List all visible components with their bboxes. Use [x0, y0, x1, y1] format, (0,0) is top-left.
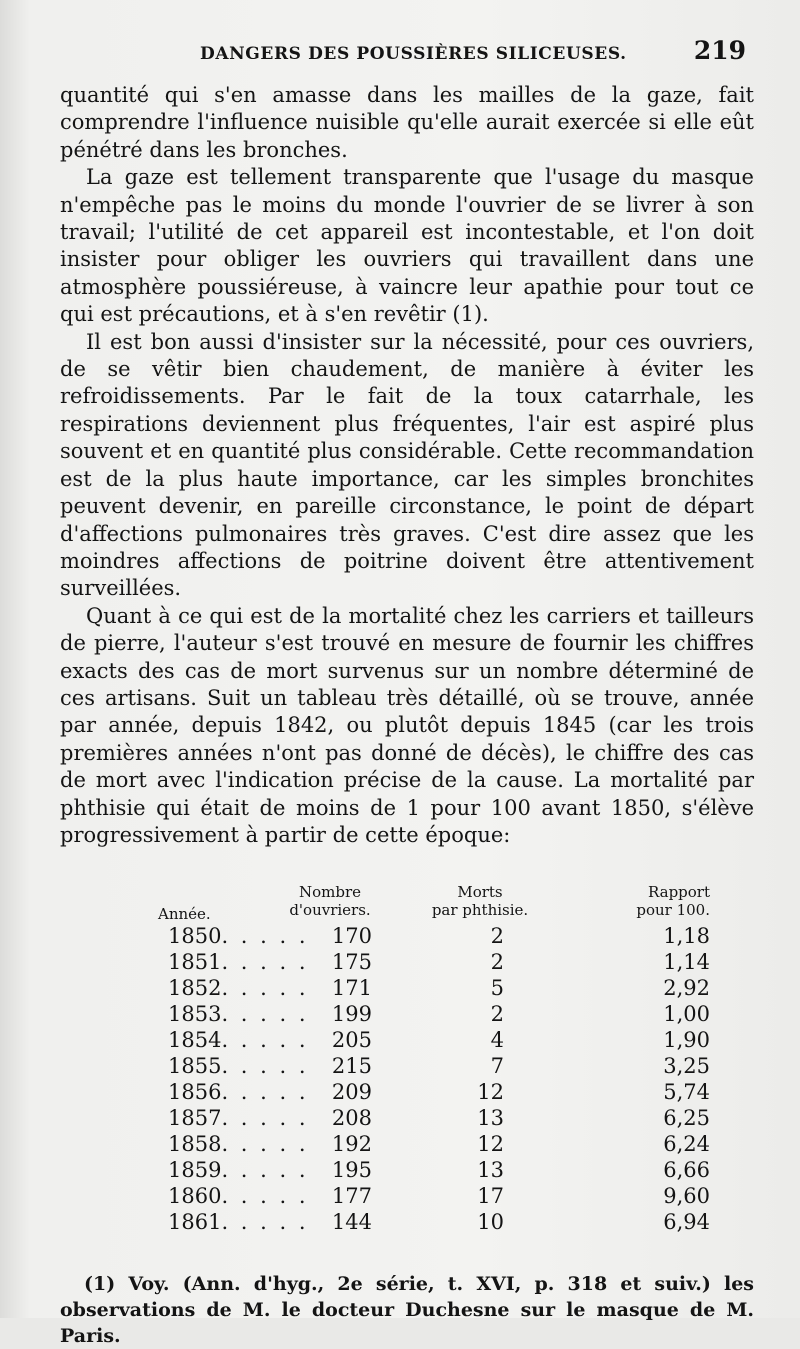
table-row [80, 1183, 720, 1209]
header-deaths: Morts par phthisie. [431, 883, 529, 920]
table-row [80, 975, 720, 1001]
year-cell: 1859. . . . . [168, 1158, 309, 1183]
dot-leader: . . . . . [221, 1106, 309, 1131]
deaths-cell: 13 [477, 1158, 504, 1183]
workers-cell: 209 [331, 1080, 372, 1105]
table-row [80, 1053, 720, 1079]
header-ratio: Rapport pour 100. [636, 883, 710, 920]
year-cell: 1861. . . . . [168, 1210, 309, 1235]
workers-cell: 144 [331, 1210, 372, 1235]
ratio-cell: 6,94 [663, 1210, 710, 1235]
deaths-cell: 4 [490, 1028, 504, 1053]
year-cell: 1853. . . . . [168, 1002, 309, 1027]
table-header [80, 883, 720, 923]
table-row [80, 1131, 720, 1157]
page-number: 219 [693, 36, 746, 65]
deaths-cell: 13 [477, 1106, 504, 1131]
dot-leader: . . . . . [221, 1002, 309, 1027]
deaths-cell: 5 [490, 976, 504, 1001]
ratio-cell: 5,74 [663, 1080, 710, 1105]
paragraph-gauze: La gaze est tellement transparente que l'usage du masque n'empêche pas le moins du monde l'ouvrier de se livrer à son travail; l'utilité de cet appareil est incontestable, et l'on doit insister pour obliger les ouvriers qui travaillent dans une atmosphère poussiéreuse, à vaincre leur apathie pour tout ce qui est précautions, et à s'en revêtir (1). [60, 165, 754, 327]
year-cell: 1855. . . . . [168, 1054, 309, 1079]
year-cell: 1854. . . . . [168, 1028, 309, 1053]
workers-cell: 175 [331, 950, 372, 975]
ratio-cell: 1,90 [663, 1028, 710, 1053]
ratio-cell: 6,24 [663, 1132, 710, 1157]
table-row [80, 1027, 720, 1053]
workers-cell: 170 [331, 924, 372, 949]
footnote: (1) Voy. (Ann. d'hyg., 2e série, t. XVI, p. 318 et suiv.) les observations de M. le docteur Duchesne sur le masque de M. Paris. [60, 1273, 754, 1348]
year-cell: 1850. . . . . [168, 924, 309, 949]
workers-cell: 215 [331, 1054, 372, 1079]
year-cell: 1856. . . . . [168, 1080, 309, 1105]
table-row [80, 1157, 720, 1183]
body-text [60, 82, 754, 849]
paragraph-mortality: Quant à ce qui est de la mortalité chez les carriers et tailleurs de pierre, l'auteur s'est trouvé en mesure de fournir les chiffres exacts des cas de mort survenus sur un nombre déterminé de ces artisans. Suit un tableau très détaillé, où se trouve, année par année, depuis 1842, ou plutôt depuis 1845 (car les trois premières années n'ont pas donné de décès), le chiffre des cas de mort avec l'indication précise de la cause. La mortalité par phthisie qui était de moins de 1 pour 100 avant 1850, s'élève progressivement à partir de cette époque: [60, 603, 754, 847]
ratio-cell: 9,60 [663, 1184, 710, 1209]
dot-leader: . . . . . [221, 1184, 309, 1209]
ratio-cell: 6,66 [663, 1158, 710, 1183]
ratio-cell: 1,14 [663, 950, 710, 975]
deaths-cell: 2 [490, 924, 504, 949]
ratio-cell: 3,25 [663, 1054, 710, 1079]
workers-cell: 177 [331, 1184, 372, 1209]
header-workers: Nombre d'ouvriers. [289, 883, 371, 920]
dot-leader: . . . . . [221, 1132, 309, 1157]
workers-cell: 208 [331, 1106, 372, 1131]
year-cell: 1851. . . . . [168, 950, 309, 975]
year-cell: 1860. . . . . [168, 1184, 309, 1209]
dot-leader: . . . . . [221, 950, 309, 975]
table-row [80, 1001, 720, 1027]
ratio-cell: 1,00 [663, 1002, 710, 1027]
running-title: DANGERS DES POUSSIÈRES SILICEUSES. [200, 44, 627, 64]
deaths-cell: 7 [490, 1054, 504, 1079]
ratio-cell: 2,92 [663, 976, 710, 1001]
dot-leader: . . . . . [221, 1054, 309, 1079]
deaths-cell: 12 [477, 1080, 504, 1105]
ratio-cell: 6,25 [663, 1106, 710, 1131]
deaths-cell: 2 [490, 1002, 504, 1027]
table-row [80, 923, 720, 949]
dot-leader: . . . . . [221, 1028, 309, 1053]
workers-cell: 205 [331, 1028, 372, 1053]
workers-cell: 171 [331, 976, 372, 1001]
deaths-cell: 12 [477, 1132, 504, 1157]
dot-leader: . . . . . [221, 1158, 309, 1183]
mortality-table [80, 883, 720, 1235]
dot-leader: . . . . . [221, 1210, 309, 1235]
table-row [80, 949, 720, 975]
running-head [60, 34, 754, 78]
workers-cell: 192 [331, 1132, 372, 1157]
table-row [80, 1105, 720, 1131]
header-year: Année. [158, 905, 211, 924]
table-body [80, 923, 720, 1235]
year-cell: 1858. . . . . [168, 1132, 309, 1157]
deaths-cell: 2 [490, 950, 504, 975]
paragraph-clothing: Il est bon aussi d'insister sur la nécessité, pour ces ouvriers, de se vêtir bien chaudement, de manière à éviter les refroidissements. Par le fait de la toux catarrhale, les respirations deviennent plus fréquentes, l'air est aspiré plus souvent et en quantité plus considérable. Cette recommandation est de la plus haute importance, car les simples bronchites peuvent devenir, en pareille circonstance, le point de départ d'affections pulmonaires très graves. C'est dire assez que les moindres affections de poitrine doivent être attentivement surveillées. [60, 329, 754, 601]
deaths-cell: 17 [477, 1184, 504, 1209]
dot-leader: . . . . . [221, 924, 309, 949]
table-row [80, 1209, 720, 1235]
workers-cell: 195 [331, 1158, 372, 1183]
dot-leader: . . . . . [221, 976, 309, 1001]
workers-cell: 199 [331, 1002, 372, 1027]
dot-leader: . . . . . [221, 1080, 309, 1105]
table-row [80, 1079, 720, 1105]
ratio-cell: 1,18 [663, 924, 710, 949]
year-cell: 1857. . . . . [168, 1106, 309, 1131]
deaths-cell: 10 [477, 1210, 504, 1235]
year-cell: 1852. . . . . [168, 976, 309, 1001]
paragraph-continuation: quantité qui s'en amasse dans les mailles de la gaze, fait comprendre l'influence nuisible qu'elle aurait exercée si elle eût pénétré dans les bronches. [60, 83, 754, 162]
